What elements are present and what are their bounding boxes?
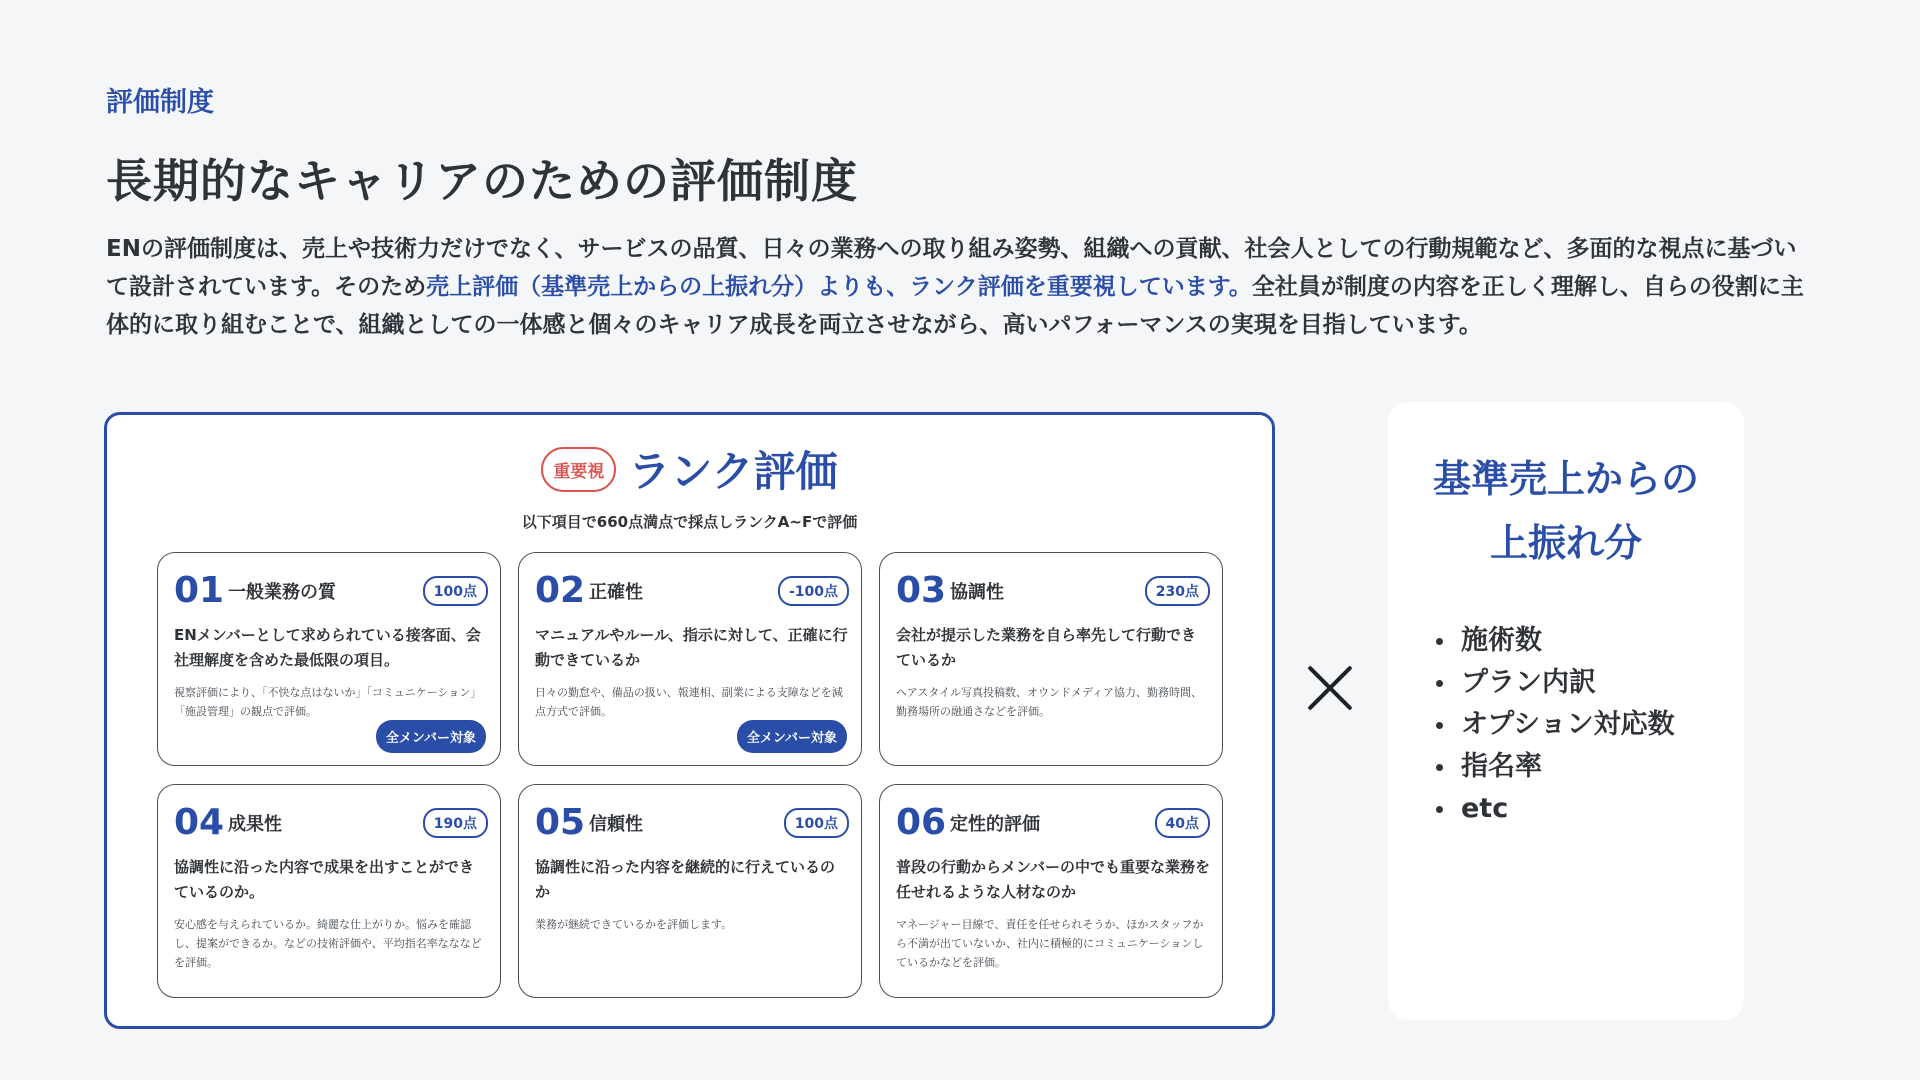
criteria-card <box>157 784 501 998</box>
criteria-card <box>518 784 862 998</box>
list-item: 施術数 <box>1436 620 1675 662</box>
criteria-title: 一般業務の質 <box>228 582 336 603</box>
rank-evaluation-panel <box>104 412 1275 1029</box>
points-badge: 40点 <box>1155 808 1210 838</box>
page-title: 長期的なキャリアのための評価制度 <box>106 154 858 208</box>
criteria-note: 視察評価により、「不快な点はないか」「コミュニケーション」「施設管理」の観点で評価。 <box>174 686 482 718</box>
criteria-lead: マニュアルやルール、指示に対して、正確に行動できているか <box>535 626 848 669</box>
rank-header <box>107 439 1272 499</box>
criteria-card <box>518 552 862 766</box>
criteria-note: 日々の勤怠や、備品の扱い、報連相、副業による支障などを減点方式で評価。 <box>535 686 843 718</box>
bullet-icon <box>1436 764 1443 771</box>
criteria-title: 成果性 <box>228 814 282 835</box>
section-label: 評価制度 <box>106 87 214 118</box>
points-badge: 100点 <box>423 576 488 606</box>
criteria-number: 04 <box>174 802 225 843</box>
points-badge: 190点 <box>423 808 488 838</box>
criteria-number: 01 <box>174 570 225 611</box>
sales-metric-list <box>1436 620 1675 830</box>
bullet-icon <box>1436 722 1443 729</box>
important-badge: 重要視 <box>541 447 616 492</box>
intro-text-1: ENの評価制度は、売上や技術力だけでなく、サービスの品質、日々の業務への取り組み姿勢、組織への貢献、社会人としての行動規範など、多面的な視点に基づいて設計されています。そのため <box>106 236 1797 300</box>
criteria-card <box>879 784 1223 998</box>
criteria-title: 定性的評価 <box>950 814 1040 835</box>
criteria-number: 03 <box>896 570 947 611</box>
criteria-grid <box>157 552 1223 998</box>
criteria-number: 05 <box>535 802 586 843</box>
all-members-tag: 全メンバー対象 <box>737 720 847 753</box>
criteria-title: 正確性 <box>589 582 643 603</box>
criteria-number: 02 <box>535 570 586 611</box>
points-badge: 230点 <box>1145 576 1210 606</box>
criteria-card <box>157 552 501 766</box>
list-item: プラン内訳 <box>1436 662 1675 704</box>
bullet-icon <box>1436 806 1443 813</box>
intro-paragraph <box>106 230 1806 344</box>
criteria-card <box>879 552 1223 766</box>
criteria-note: ヘアスタイル写真投稿数、オウンドメディア協力、勤務時間、勤務場所の融通さなどを評価。 <box>896 686 1203 718</box>
list-item: etc <box>1436 788 1675 830</box>
list-item: オプション対応数 <box>1436 704 1675 746</box>
bullet-icon <box>1436 638 1443 645</box>
criteria-lead: 会社が提示した業務を自ら率先して行動できているか <box>896 626 1197 669</box>
points-badge: 100点 <box>784 808 849 838</box>
bullet-icon <box>1436 680 1443 687</box>
criteria-lead: 協調性に沿った内容で成果を出すことができているのか。 <box>174 858 475 901</box>
criteria-note: 安心感を与えられているか。綺麗な仕上がりか。悩みを確認し、提案ができるか。などの技術評価や、平均指名率なななどを評価。 <box>174 918 482 969</box>
list-item: 指名率 <box>1436 746 1675 788</box>
criteria-lead: 協調性に沿った内容を継続的に行えているのか <box>535 858 836 901</box>
criteria-title: 信頼性 <box>589 814 643 835</box>
criteria-number: 06 <box>896 802 947 843</box>
sales-title-line-2: 上振れ分 <box>1489 521 1642 565</box>
points-badge: -100点 <box>778 576 849 606</box>
times-icon <box>1306 664 1354 712</box>
criteria-note: マネージャー目線で、責任を任せられそうか、ほかスタッフから不満が出ていないか、社内に積極的にコミュニケーションしているかなどを評価。 <box>896 918 1204 969</box>
criteria-lead: ENメンバーとして求められている接客面、会社理解度を含めた最低限の項目。 <box>174 626 481 669</box>
criteria-lead: 普段の行動からメンバーの中でも重要な業務を任せれるような人材なのか <box>896 858 1210 901</box>
intro-text-2: 全社員が制度の内容を正しく理解し、自らの役割に主体的に取り組むことで、組織としての一体感と個々のキャリア成長を両立させながら、高いパフォーマンスの実現を目指しています。 <box>106 274 1804 338</box>
sales-upside-panel <box>1388 402 1744 1020</box>
rank-subtitle: 以下項目で660点満点で採点しランクA~Fで評価 <box>521 513 858 531</box>
sales-title <box>1388 447 1744 575</box>
all-members-tag: 全メンバー対象 <box>376 720 486 753</box>
criteria-note: 業務が継続できているかを評価します。 <box>535 918 733 931</box>
rank-title: ランク評価 <box>628 447 838 496</box>
intro-highlight: 売上評価（基準売上からの上振れ分）よりも、ランク評価を重要視しています。 <box>426 274 1252 300</box>
criteria-title: 協調性 <box>950 582 1004 603</box>
sales-title-line-1: 基準売上からの <box>1432 457 1699 501</box>
